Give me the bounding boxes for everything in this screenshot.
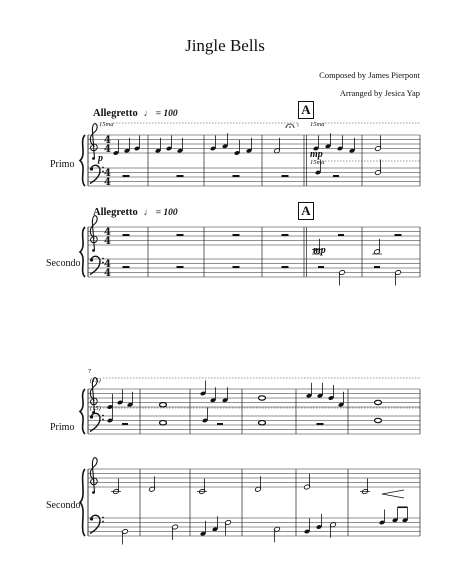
whole-rest [177, 175, 184, 177]
whole-rest [233, 234, 240, 236]
tempo-label: Allegretto [93, 108, 138, 119]
tempo-marking-primo [93, 108, 178, 119]
dynamic-mezzo-piano: mp [313, 245, 326, 256]
quarter-note-icon: ♩ [143, 109, 154, 119]
instrument-label-primo: Primo [50, 422, 75, 433]
brace [80, 135, 85, 186]
brace [80, 389, 85, 434]
time-signature-top: 4 [104, 135, 111, 146]
rehearsal-mark-a: A [298, 101, 314, 119]
whole-rest [233, 266, 240, 268]
whole-rest [123, 266, 130, 268]
half-rest [374, 266, 380, 268]
tempo-value: = 100 [155, 208, 178, 218]
fermata-dot [289, 126, 291, 128]
whole-note [375, 418, 382, 422]
whole-rest [317, 423, 324, 425]
treble-clef-icon [90, 458, 97, 494]
ottava-mark: 15ma [99, 121, 114, 128]
composer-credit: Composed by James Pierpont [319, 70, 420, 80]
time-signature-bottom: 4 [104, 268, 111, 279]
whole-rest [123, 175, 130, 177]
crescendo-hairpin [382, 490, 404, 498]
ottava-mark: 15ma [310, 121, 325, 128]
rehearsal-mark-a: A [298, 202, 314, 220]
time-signature-top: 4 [104, 259, 111, 270]
half-rest [122, 423, 128, 425]
ottava-mark-continued: (15) [90, 377, 101, 384]
half-rest [318, 266, 324, 268]
brace [80, 469, 85, 536]
whole-rest [282, 266, 289, 268]
whole-rest [177, 234, 184, 236]
ottava-mark: 15ma [310, 159, 325, 166]
whole-note [259, 421, 266, 425]
instrument-label-primo: Primo [50, 159, 75, 170]
instrument-label-secondo: Secondo [46, 258, 81, 269]
whole-note [375, 400, 382, 404]
tempo-marking-secondo [93, 207, 178, 218]
whole-note [160, 403, 167, 407]
whole-rest [233, 175, 240, 177]
time-signature-top: 4 [104, 227, 111, 238]
treble-clef-icon [90, 124, 97, 160]
measure-number: 7 [88, 368, 92, 375]
tempo-value: = 100 [155, 109, 178, 119]
time-signature-bottom: 4 [104, 236, 111, 247]
dynamic-mezzo-piano: mp [310, 149, 323, 160]
whole-rest [123, 234, 130, 236]
half-rest [217, 423, 223, 425]
whole-rest [177, 266, 184, 268]
arranger-credit: Arranged by Jesica Yap [339, 88, 420, 98]
half-rest [333, 175, 339, 177]
whole-rest [395, 234, 402, 236]
whole-rest [282, 175, 289, 177]
tempo-label: Allegretto [93, 207, 138, 218]
half-rest [338, 234, 344, 236]
time-signature-bottom: 4 [104, 177, 111, 188]
dynamic-piano: p [98, 153, 103, 164]
instrument-label-secondo: Secondo [46, 500, 81, 511]
treble-clef-icon [90, 216, 97, 252]
whole-note [259, 396, 266, 400]
time-signature-top: 4 [104, 168, 111, 179]
whole-note [160, 421, 167, 425]
quarter-note-icon: ♩ [143, 208, 154, 218]
page-title: Jingle Bells [185, 36, 265, 55]
time-signature-bottom: 4 [104, 144, 111, 155]
brace [80, 227, 85, 277]
whole-rest [282, 234, 289, 236]
ottava-mark-continued: (15) [90, 405, 101, 412]
